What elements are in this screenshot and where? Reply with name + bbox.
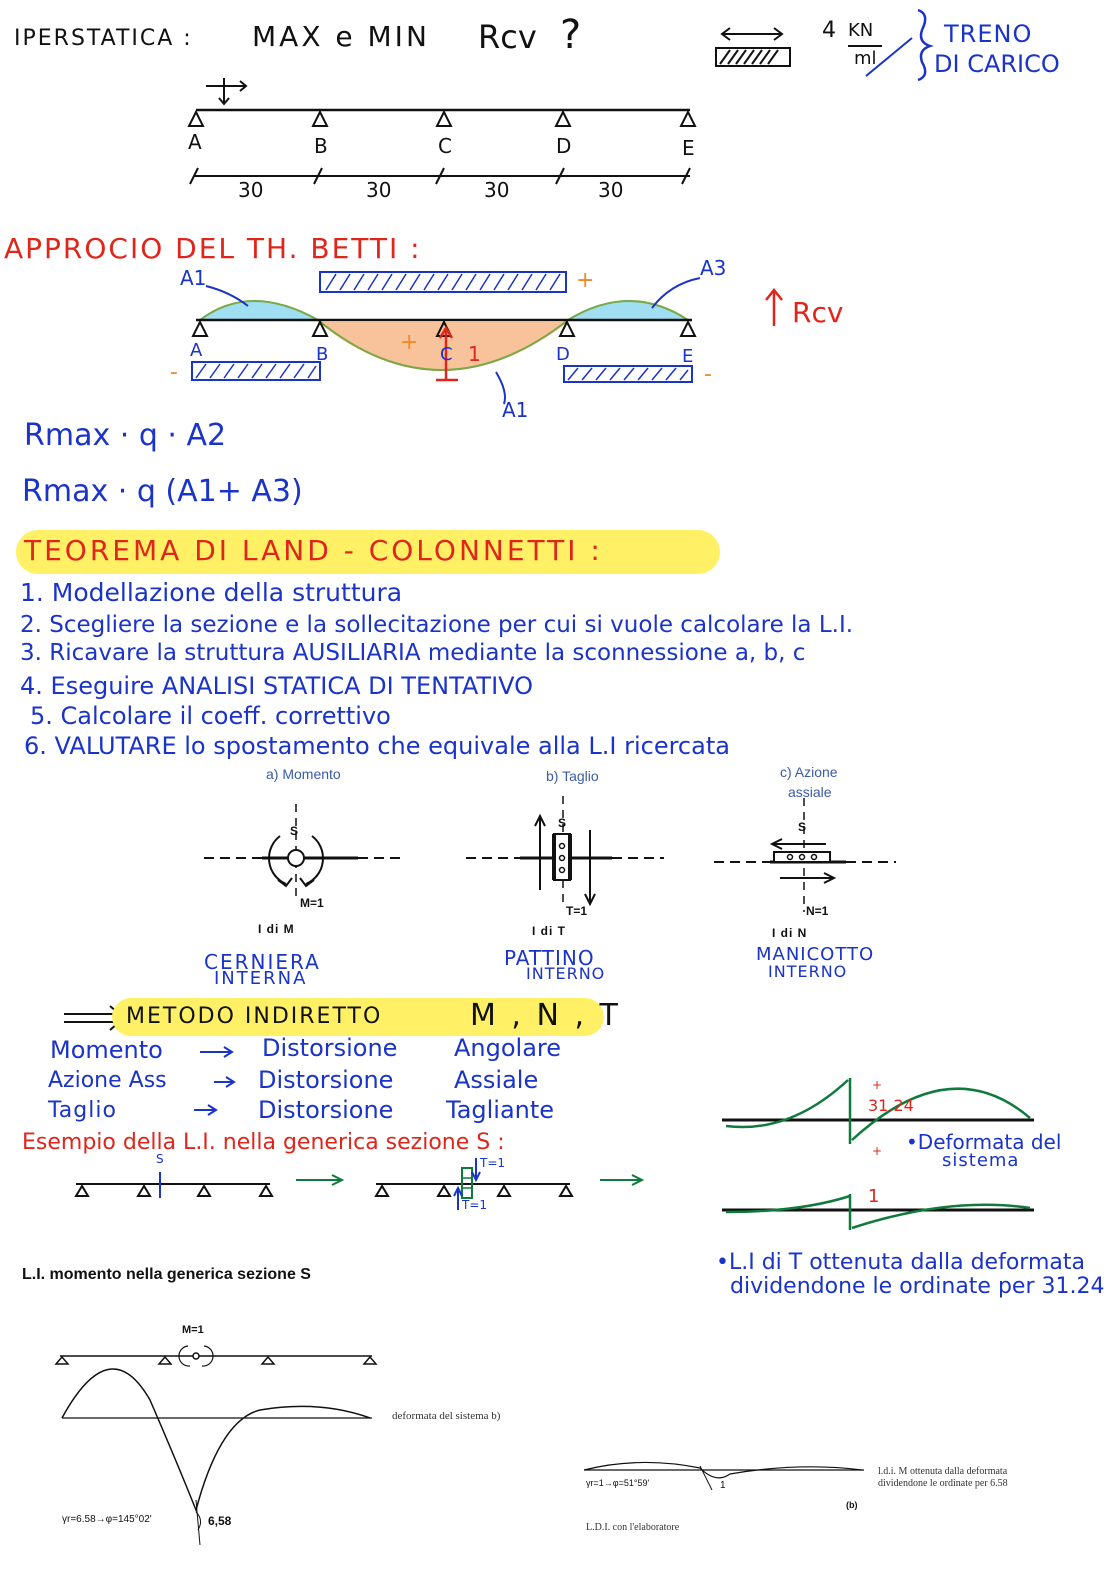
beam1-support-e: E (682, 136, 695, 160)
figure-a-index: I di M (258, 922, 295, 936)
beam1-support-b: B (314, 134, 328, 158)
bottom-m1: M=1 (182, 1324, 204, 1336)
rcv-label: Rcv (478, 18, 537, 56)
load-value: 4 (822, 18, 836, 43)
deformata-value: 31.24 (868, 1096, 914, 1115)
esempio-t1-bottom: T=1 (462, 1198, 488, 1212)
beam-1-diagram (189, 78, 695, 184)
li-momento-title: L.I. momento nella generica sezione S (22, 1266, 311, 1283)
metodo-row-1-c: Angolare (454, 1034, 562, 1062)
figure-a-m1: M=1 (300, 896, 324, 910)
metodo-mnt: M , N , T (470, 998, 621, 1033)
caption-manicotto-1: MANICOTTO (756, 944, 875, 965)
sconnessioni-figures (204, 796, 896, 912)
land-title: TEOREMA DI LAND - COLONNETTI : (24, 534, 603, 567)
deformata-plus-top: + (872, 1078, 883, 1092)
gamma-phi-label: γr=6.58→φ=145°02' (62, 1514, 152, 1525)
formula-1: Rmax · q · A2 (24, 418, 227, 453)
betti-label-d: D (556, 344, 570, 365)
metodo-row-2-a: Azione Ass (48, 1068, 167, 1093)
land-step-2: 2. Scegliere la sezione e la sollecitazione per cui si vuole calcolare la L.I. (20, 612, 854, 638)
figure-b-s: S (558, 816, 567, 830)
value-6-58: 6,58 (208, 1514, 232, 1528)
figure-c-title-1: c) Azione (780, 764, 838, 780)
figure-b-index: I di T (532, 924, 566, 938)
figure-c-title-2: assiale (788, 784, 832, 800)
minus-sign-right: - (704, 362, 712, 387)
land-step-6: 6. VALUTARE lo spostamento che equivale alla L.I ricercata (24, 732, 730, 760)
arrows-column (194, 1047, 234, 1115)
figure-a-title: a) Momento (266, 766, 341, 782)
area-a1-bottom: A1 (502, 398, 529, 422)
formula-2: Rmax · q (A1+ A3) (22, 474, 303, 509)
deformata-label-1: •Deformata del (906, 1130, 1062, 1154)
plus-sign-top: + (576, 268, 595, 293)
betti-diagram (192, 272, 782, 404)
treno-line-1: TRENO (944, 20, 1033, 48)
land-step-5: 5. Calcolare il coeff. correttivo (30, 702, 391, 730)
deformata-one: 1 (868, 1186, 880, 1207)
brace-icon (918, 10, 930, 80)
esempio-s: S (156, 1152, 164, 1166)
ldi-label-2: dividendone le ordinate per 6.58 (878, 1478, 1008, 1489)
minus-sign-left: - (170, 360, 178, 385)
treno-line-2: DI CARICO (934, 50, 1060, 78)
plus-sign-middle: + (400, 330, 419, 355)
esempio-label: Esempio della L.I. nella generica sezione S : (22, 1130, 505, 1155)
metodo-row-2-c: Assiale (454, 1066, 539, 1094)
land-step-4: 4. Eseguire ANALISI STATICA DI TENTATIVO (20, 672, 534, 700)
metodo-row-3-c: Tagliante (446, 1096, 555, 1124)
betti-label-e: E (682, 346, 694, 367)
betti-label-b: B (316, 344, 329, 365)
figure-b-t1: T=1 (566, 904, 588, 918)
metodo-row-1-a: Momento (50, 1036, 163, 1064)
betti-label-a: A (190, 340, 203, 361)
beam1-support-d: D (556, 134, 572, 158)
area-a3: A3 (700, 256, 727, 280)
rcv-arrow-label: Rcv (792, 296, 844, 329)
land-step-3: 3. Ricavare la struttura AUSILIARIA mediante la sconnessione a, b, c (20, 640, 806, 666)
figure-c-index: I di N (772, 926, 808, 940)
area-a1-left: A1 (180, 266, 207, 290)
span-2: 30 (366, 178, 392, 202)
load-unit-bottom: ml (854, 48, 877, 69)
metodo-title: METODO INDIRETTO (126, 1004, 383, 1029)
figure-b-title: b) Taglio (546, 768, 599, 784)
question-mark: ? (560, 12, 582, 58)
deformata-label-2: sistema (942, 1150, 1020, 1171)
load-unit-top: KN (848, 20, 874, 41)
li-t-label-1: •L.I di T ottenuta dalla deformata (716, 1250, 1085, 1275)
esempio-t1-top: T=1 (480, 1156, 506, 1170)
max-min-label: MAX e MIN (252, 20, 430, 53)
metodo-row-3-a: Taglio (48, 1098, 117, 1123)
span-4: 30 (598, 178, 624, 202)
gamma-phi-label-2: γr=1→φ=51°59' (586, 1478, 650, 1488)
metodo-row-2-b: Distorsione (258, 1066, 394, 1094)
caption-pattino-1: PATTINO (504, 946, 595, 970)
deformata-sistema-caption: deformata del sistema b) (392, 1410, 501, 1422)
ldi-elaboratore-caption: L.D.I. con l'elaboratore (586, 1522, 680, 1533)
metodo-row-3-b: Distorsione (258, 1096, 394, 1124)
betti-label-c: C (440, 344, 453, 365)
span-3: 30 (484, 178, 510, 202)
beam1-support-a: A (188, 130, 202, 154)
caption-cerniera-1: CERNIERA (204, 950, 321, 974)
caption-manicotto-2: INTERNO (768, 962, 848, 981)
figure-b-marker: (b) (846, 1500, 858, 1510)
figure-c-s: S (798, 820, 807, 834)
land-step-1: 1. Modellazione della struttura (20, 578, 403, 607)
ldi-label-1: l.d.i. M ottenuta dalla deformata (878, 1466, 1008, 1477)
span-1: 30 (238, 178, 264, 202)
elaboratore-one: 1 (720, 1480, 726, 1491)
unit-load-label: 1 (468, 342, 481, 366)
betti-title: APPROCIO DEL TH. BETTI : (4, 232, 422, 265)
deformata-plus-bottom: + (872, 1144, 883, 1158)
caption-pattino-2: INTERNO (526, 964, 606, 983)
figure-c-n1: N=1 (806, 904, 829, 918)
metodo-row-1-b: Distorsione (262, 1034, 398, 1062)
li-t-label-2: dividendone le ordinate per 31.24 (730, 1274, 1105, 1299)
beam1-support-c: C (438, 134, 452, 158)
iperstatica-label: IPERSTATICA : (14, 26, 193, 51)
figure-a-s: S (290, 824, 299, 838)
caption-cerniera-2: INTERNA (214, 968, 308, 989)
